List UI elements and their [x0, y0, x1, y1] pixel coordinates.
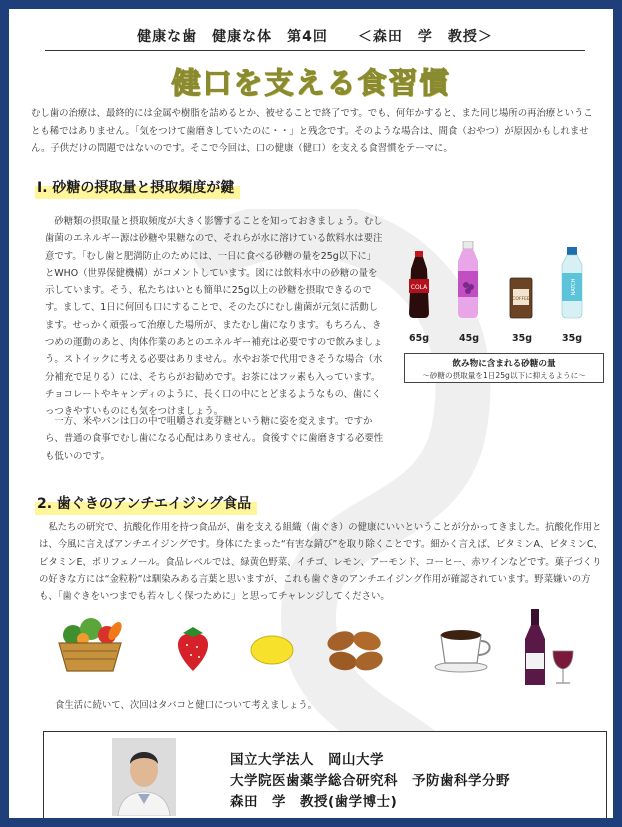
drink-grams-3: 35g [561, 333, 583, 344]
drink-grams-2: 35g [511, 333, 533, 344]
cola-bottle-icon [405, 251, 433, 319]
drinks-caption-title: 飲み物に含まれる砂糖の量 [452, 359, 556, 369]
grape-bottle-icon [454, 241, 482, 319]
section-1-heading: Ⅰ. 砂糖の摂取量と摂取頻度が鍵 [35, 175, 240, 199]
natch-bottle-icon [559, 247, 585, 319]
drink-label-3: NATCH [571, 278, 577, 296]
author-profile [43, 731, 607, 823]
section-2-heading: 2. 歯ぐきのアンチエイジング食品 [35, 491, 257, 515]
section-1-body: 砂糖類の摂取量と摂取頻度が大きく影響することを知っておきましょう。むし歯菌のエネルギー源は砂糖や果糖なので、それらが水に溶けている飲料水は要注意です。「むし歯と肥満防止のためには、一日に食べる砂糖の量を25g以下に」とWHO（世界保健機構）がコメントしています。図には飲料水中の砂糖の量を示しています。そう、私たちはいとも簡単に25g以上の砂糖を摂取できるのです。まして、1日に何回も口にすることで、そのたびにむし歯菌が元気に活動します。せっかく頑張って治療した場所が、またむし歯になります。もちろん、きつめの運動のあと、肉体作業のあとのエネルギー補充は必要ですので飲みましょう。ストイックに考える必要はありません。水やお茶で代用できそうな場合（水分補充で足りる）には、そちらがお勧めです。お茶にはフッ素も入っています。チョコレートやキャンディのように、長く口の中にとどまるようなもの、歯にくっつきやすいものにも気をつけましょう。 [45, 216, 383, 418]
drinks-caption-subtitle: ～砂糖の摂取量を1日25g以下に抑えるように～ [422, 371, 586, 380]
coffee-cup-icon [433, 627, 495, 673]
series-header: 健康な歯 健康な体 第4回 ＜森田 学 教授＞ [45, 23, 585, 51]
closing-note: 食生活に続いて、次回はタバコと健口について考えましょう。 [55, 700, 318, 711]
intro-paragraph: むし歯の治療は、最終的には金属や樹脂を詰めるとか、被せることで終了です。でも、何年かすると、また同じ場所の再治療ということも稀ではありません。「気をつけて歯磨きしていたのに・・」と残念です。そのような場合は、間食（おやつ）が原因かもしれません。子供だけの問題ではないのです。そこで今回は、口の健康（健口）を支える食習慣をテーマに。 [31, 108, 593, 154]
drinks-figure [399, 249, 604, 344]
lemon-icon [249, 633, 295, 667]
drinks-caption [404, 353, 604, 383]
author-affiliation-2: 大学院医歯薬学総合研究科 予防歯科学分野 [230, 773, 510, 789]
author-name: 森田 学 教授(歯学博士) [230, 794, 398, 810]
vegetable-basket-icon [53, 613, 127, 675]
author-affiliation-1: 国立大学法人 岡山大学 [230, 752, 384, 768]
author-photo [112, 738, 176, 816]
drink-grams-0: 65g [408, 333, 430, 344]
almonds-icon [325, 627, 387, 673]
drink-label-0: COLA [410, 284, 428, 291]
section-1-body-2: 一方、米やパンは口の中で咀嚼され麦芽糖という糖に姿を変えます。ですから、普通の食事でむし歯になる心配はありません。食後すぐに歯磨きする必要性も低いのです。 [45, 416, 384, 462]
page-title: 健口を支える食習慣 [171, 66, 451, 100]
red-wine-icon [523, 609, 575, 689]
coffee-can-icon [509, 277, 533, 319]
author-portrait-icon [112, 738, 176, 816]
drink-label-2: COFFEE [512, 297, 530, 302]
section-2-body: 私たちの研究で、抗酸化作用を持つ食品が、歯を支える組織（歯ぐき）の健康にいいということが分かってきました。抗酸化作用とは、今風に言えばアンチエイジングです。身体にたまった“有害な錆び”を取り除くことです。細かく言えば、ビタミンA、ビタミンC、ビタミンE、ポリフェノール。食品レベルでは、緑黄色野菜、イチゴ、レモン、アーモンド、コーヒー、赤ワインなどです。菓子づくりの好きな方には“金粒粉”は馴染みある言葉と思いますが、これも歯ぐきのアンチエイジング作用が確認されています。野菜嫌いの方も、「歯ぐきをいつまでも若々しく保つために」と思ってチャレンジしてください。 [39, 522, 603, 603]
strawberry-icon [171, 623, 215, 673]
foods-row [53, 609, 593, 689]
drink-grams-1: 45g [458, 333, 480, 344]
